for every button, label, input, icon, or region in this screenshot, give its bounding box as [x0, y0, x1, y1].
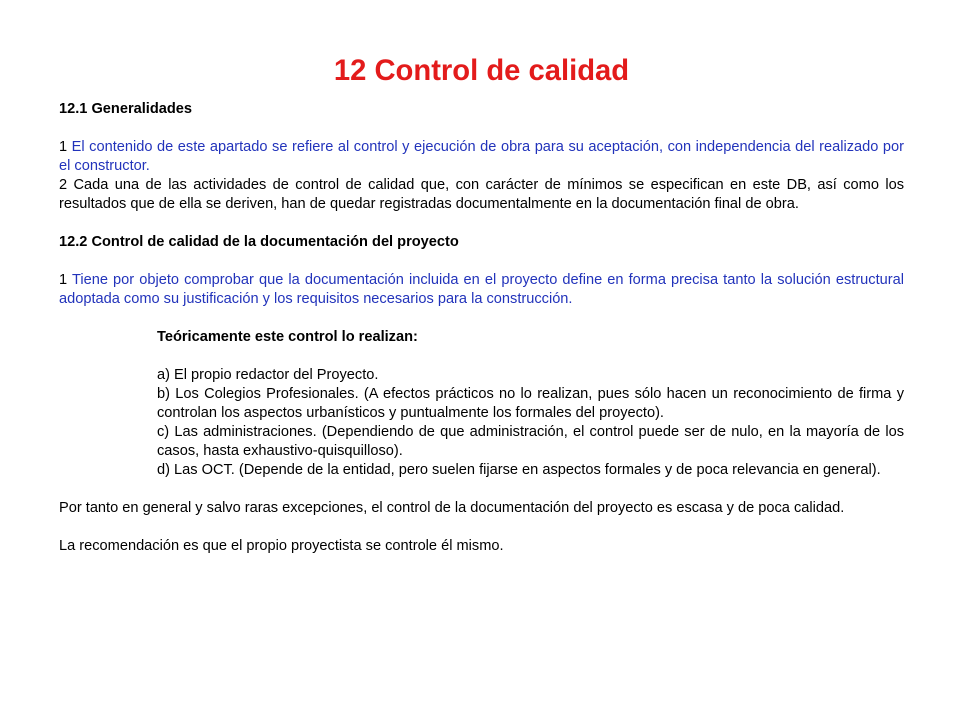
paragraph-text: Tiene por objeto comprobar que la documentación incluida en el proyecto define en forma precisa tanto la solución estructural adoptada como su justificación y los requisitos necesarios para la construcción.: [59, 272, 904, 307]
section-heading-documentacion: 12.2 Control de calidad de la documentación del proyecto: [59, 234, 459, 250]
paragraph-1-1: [59, 138, 904, 176]
conclusion-paragraph: Por tanto en general y salvo raras excepciones, el control de la documentación del proyecto es escasa y de poca calidad.: [59, 500, 845, 516]
list-item: d) Las OCT. (Depende de la entidad, pero suelen fijarse en aspectos formales y de poca relevancia en general).: [157, 462, 881, 478]
paragraph-text: El contenido de este apartado se refiere al control y ejecución de obra para su aceptación, con independencia del realizado por el constructor.: [59, 139, 904, 174]
paragraph-1-2: 2 Cada una de las actividades de control de calidad que, con carácter de mínimos se especifican en este DB, así como los resultados que de ella se deriven, han de quedar registradas documentalmente en la documentación final de obra.: [59, 177, 904, 212]
subheading-realizan: Teóricamente este control lo realizan:: [157, 329, 418, 345]
section-heading-generalidades: 12.1 Generalidades: [59, 101, 193, 117]
document-body: [59, 55, 904, 556]
paragraph-2-1: [59, 271, 904, 309]
paragraph-number: 1: [59, 272, 68, 288]
paragraph-number: 1: [59, 139, 68, 155]
list-item: b) Los Colegios Profesionales. (A efectos prácticos no lo realizan, pues sólo hacen un reconocimiento de firma y controlan los aspectos urbanísticos y puntualmente los formales del proyecto).: [157, 386, 904, 421]
recommendation-paragraph: La recomendación es que el propio proyectista se controle él mismo.: [59, 538, 504, 554]
list-item: a) El propio redactor del Proyecto.: [157, 367, 379, 383]
list-item: c) Las administraciones. (Dependiendo de que administración, el control puede ser de nulo, en la mayoría de los casos, hasta exhaustivo-quisquilloso).: [157, 424, 904, 459]
page-title: 12 Control de calidad: [333, 55, 630, 87]
